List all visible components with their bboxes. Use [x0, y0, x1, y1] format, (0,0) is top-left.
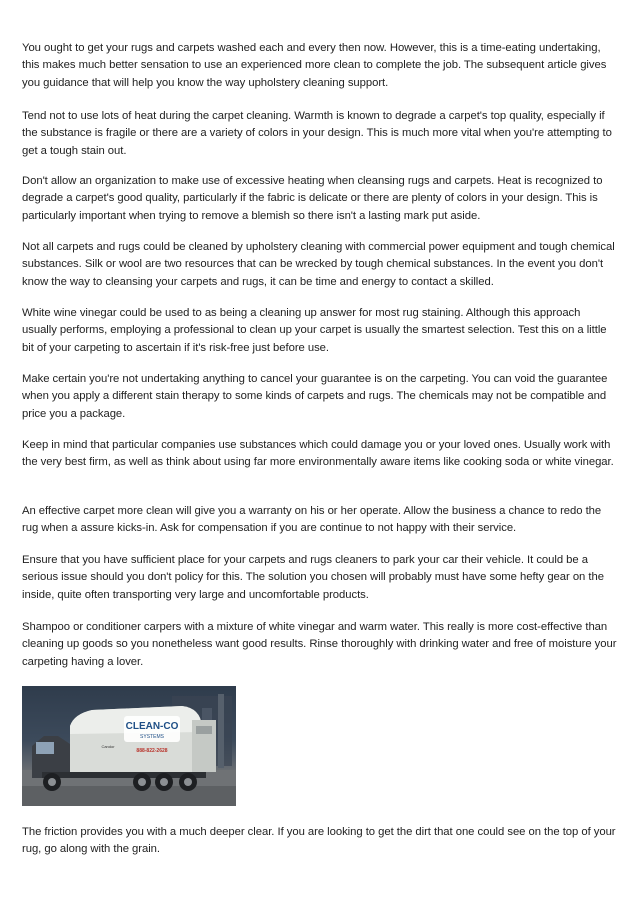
cleaning-truck-photo: [22, 686, 236, 806]
paragraph-8: An effective carpet more clean will give you a warranty on his or her operate. Allow the business a chance to redo the rug when a assure kicks-in. Ask for compensation if you are continue to not happy with their service.: [22, 505, 602, 535]
truck-cab-text: Candor: [101, 744, 115, 749]
paragraph-5: White wine vinegar could be used to as being a cleaning up answer for most rug staining. Although this approach usually performs, employing a professional to clean up your carpet is usually the smartest selection. Test this on a little bit of your carpeting to ascertain if it's risk-free just before use.: [22, 307, 607, 354]
paragraph-11: The friction provides you with a much deeper clear. If you are looking to get the dirt that one could see on the top of your rug, go along with the grain.: [22, 826, 616, 856]
truck-logo-subtext: SYSTEMS: [140, 734, 164, 740]
paragraph-2: Tend not to use lots of heat during the carpet cleaning. Warmth is known to degrade a carpet's top quality, especially if the substance is fragile or there are a variety of colors in your design. This is much more vital when you're attempting to get a tough stain out.: [22, 110, 612, 157]
paragraph-4: Not all carpets and rugs could be cleaned by upholstery cleaning with commercial power equipment and tough chemical substances. Silk or wool are two resources that can be wrecked by tough chemical substances. In the event you don't know the way to cleansing your carpets and rugs, it can be time and energy to contact a skilled.: [22, 241, 615, 288]
truck-logo-text: CLEAN-CO: [125, 721, 179, 732]
paragraph-1: You ought to get your rugs and carpets washed each and every then now. However, this is a time-eating undertaking, this makes much better sensation to use an experienced more clean to complete the job. The subsequent article gives you guidance that will help you know the way upholstery cleaning support.: [22, 42, 607, 89]
paragraph-7: Keep in mind that particular companies use substances which could damage you or your loved ones. Usually work with the very best firm, as well as think about using far more environmentally aware items like cooking soda or white vinegar.: [22, 439, 614, 469]
truck-phone-text: 888-822-2628: [136, 748, 168, 754]
paragraph-10: Shampoo or conditioner carpers with a mixture of white vinegar and warm water. This really is more cost-effective than cleaning up goods so you nonetheless want good results. Rinse thoroughly with drinking water and free of moisture your carpeting having a lover.: [22, 621, 617, 668]
paragraph-9: Ensure that you have sufficient place for your carpets and rugs cleaners to park your car their vehicle. It could be a serious issue should you don't policy for this. The solution you chosen will probably must have some hefty gear on the inside, quite often transporting very large and uncomfortable products.: [22, 554, 604, 601]
truck-illustration: [22, 686, 236, 806]
paragraph-3: Don't allow an organization to make use of excessive heating when cleansing rugs and carpets. Heat is recognized to degrade a carpet's good quality, particularly if the fabric is delicate or there are plenty of colors in your design. This is particularly important when trying to remove a blemish so there isn't a lasting mark put aside.: [22, 175, 603, 222]
paragraph-6: Make certain you're not undertaking anything to cancel your guarantee is on the carpeting. You can void the guarantee when you apply a different stain therapy to some kinds of carpets and rugs. The chemicals may not be compatible and price you a package.: [22, 373, 608, 420]
